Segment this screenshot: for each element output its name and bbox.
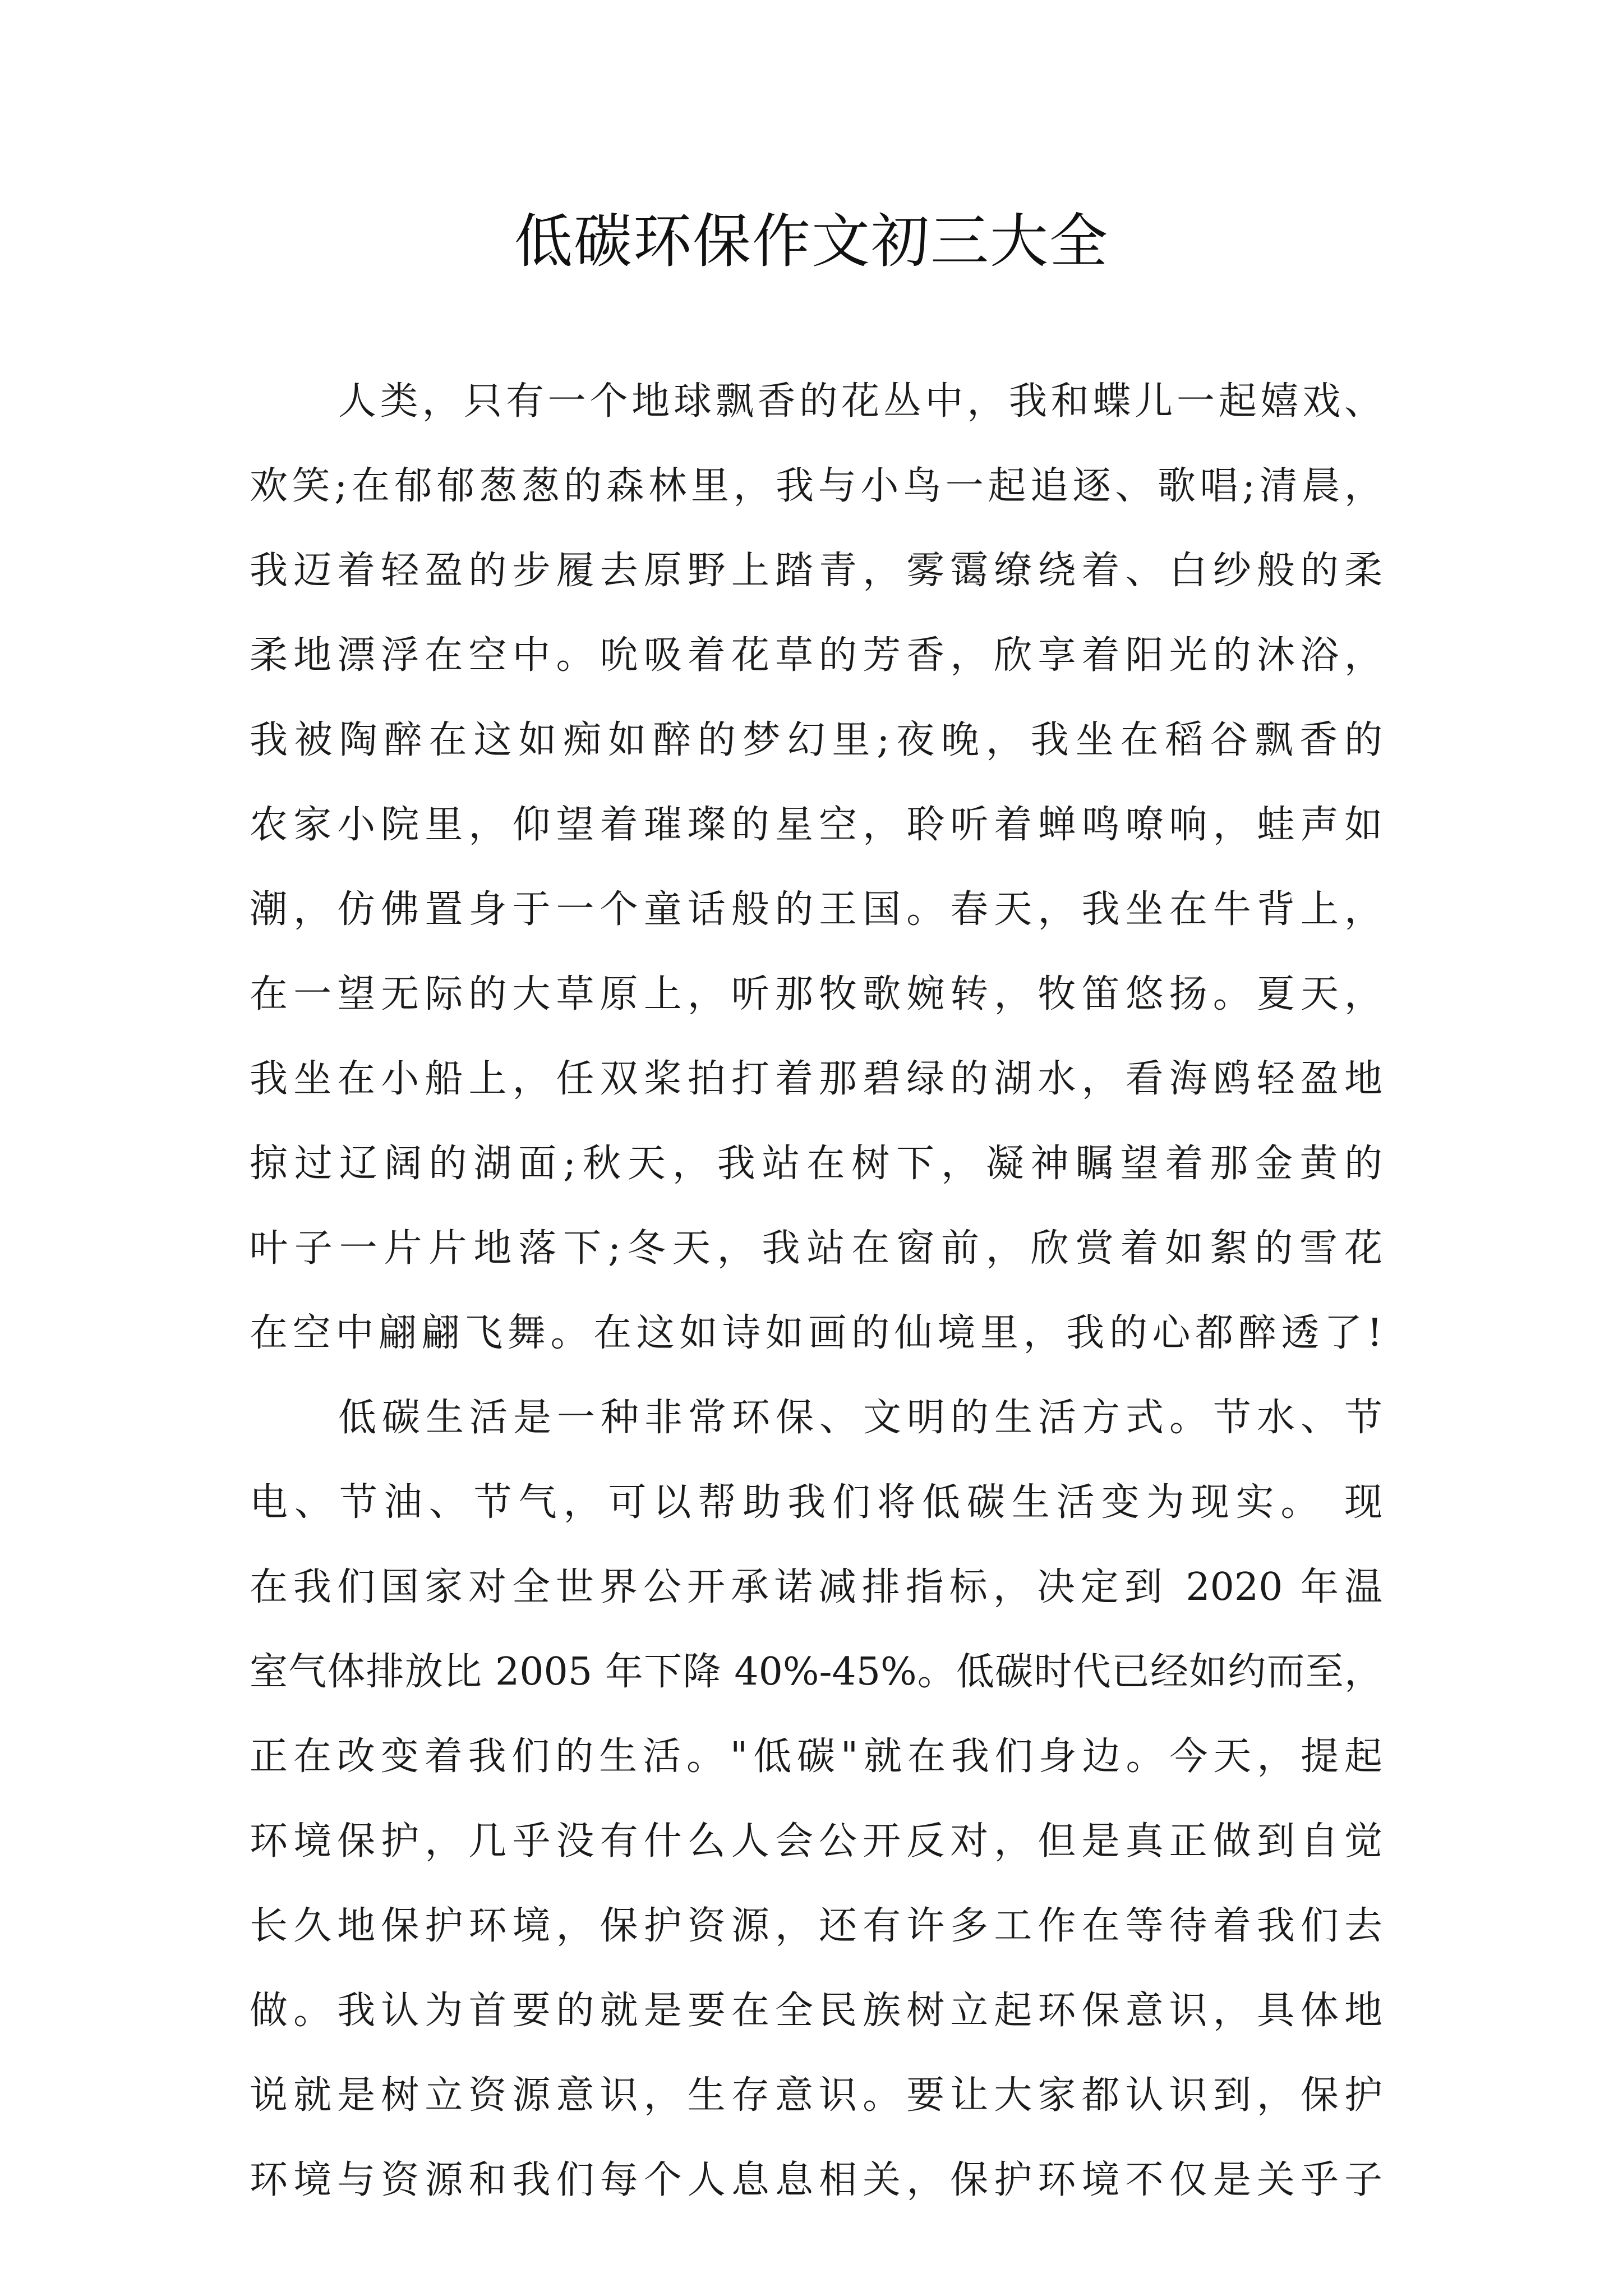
- paragraph-1-line-7: 潮，仿佛置身于一个童话般的王国。春天，我坐在牛背上，: [250, 887, 1382, 932]
- paragraph-1-line-8: 在一望无际的大草原上，听那牧歌婉转，牧笛悠扬。夏天，: [250, 972, 1382, 1016]
- paragraph-1-line-6: 农家小院里，仰望着璀璨的星空，聆听着蝉鸣嘹响，蛙声如: [250, 803, 1382, 847]
- paragraph-1-line-3: 我迈着轻盈的步履去原野上踏青，雾霭缭绕着、白纱般的柔: [250, 549, 1382, 593]
- paragraph-1-line-4: 柔地漂浮在空中。吮吸着花草的芳香，欣享着阳光的沐浴，: [250, 633, 1382, 678]
- paragraph-2-line-10: 环境与资源和我们每个人息息相关，保护环境不仅是关乎子: [250, 2158, 1382, 2202]
- paragraph-2-line-8: 做。我认为首要的就是要在全民族树立起环保意识，具体地: [250, 1989, 1382, 2033]
- paragraph-2-line-6: 环境保护，几乎没有什么人会公开反对，但是真正做到自觉: [250, 1819, 1382, 1864]
- paragraph-1-line-10: 掠过辽阔的湖面;秋天，我站在树下，凝神瞩望着那金黄的: [250, 1142, 1382, 1186]
- paragraph-1-line-11: 叶子一片片地落下;冬天，我站在窗前，欣赏着如絮的雪花: [250, 1226, 1382, 1271]
- paragraph-2-line-2: 电、节油、节气，可以帮助我们将低碳生活变为现实。 现: [250, 1480, 1382, 1525]
- paragraph-2-line-4: 室气体排放比 2005 年下降 40%-45%。低碳时代已经如约而至，: [250, 1650, 1382, 1694]
- paragraph-1-line-2: 欢笑;在郁郁葱葱的森林里，我与小鸟一起追逐、歌唱;清晨，: [250, 464, 1382, 508]
- paragraph-1-line-12: 在空中翩翩飞舞。在这如诗如画的仙境里，我的心都醉透了!: [250, 1311, 1382, 1355]
- paragraph-2-line-3: 在我们国家对全世界公开承诺减排指标，决定到 2020 年温: [250, 1565, 1382, 1609]
- paragraph-1-line-9: 我坐在小船上，任双桨拍打着那碧绿的湖水，看海鸥轻盈地: [250, 1057, 1382, 1101]
- paragraph-2-line-9: 说就是树立资源意识，生存意识。要让大家都认识到，保护: [250, 2073, 1382, 2118]
- paragraph-1-line-5: 我被陶醉在这如痴如醉的梦幻里;夜晚，我坐在稻谷飘香的: [250, 718, 1382, 762]
- paragraph-2-line-7: 长久地保护环境，保护资源，还有许多工作在等待着我们去: [250, 1904, 1382, 1948]
- document-title: 低碳环保作文初三大全: [514, 207, 1109, 275]
- document-body: [250, 359, 1382, 2223]
- paragraph-2-line-1: 低碳生活是一种非常环保、文明的生活方式。节水、节: [338, 1396, 1382, 1440]
- paragraph-2-line-5: 正在改变着我们的生活。"低碳"就在我们身边。今天，提起: [250, 1734, 1382, 1779]
- paragraph-1-line-1: 人类，只有一个地球飘香的花丛中，我和蝶儿一起嬉戏、: [338, 379, 1382, 424]
